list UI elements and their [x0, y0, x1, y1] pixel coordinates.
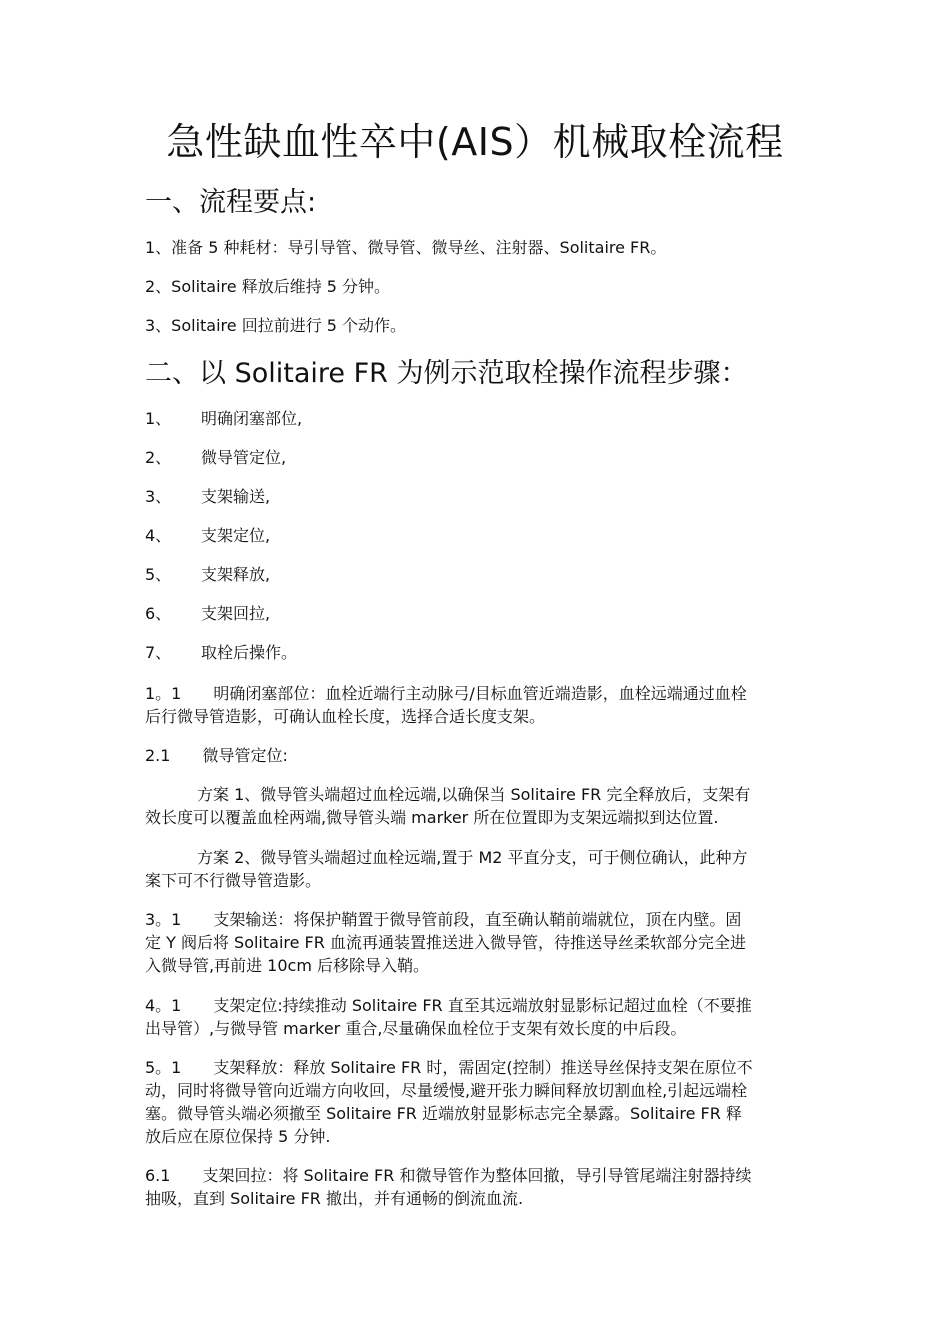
- paragraph-line: 6.1 支架回拉：将 Solitaire FR 和微导管作为整体回撤，导引导管尾端注射器持续: [145, 1166, 752, 1185]
- detail-paragraph-3: [145, 908, 810, 977]
- detail-paragraph-plan-2: [145, 846, 810, 892]
- step-item: [145, 486, 270, 508]
- step-number: 5、: [145, 565, 172, 584]
- key-point-item: 3、Solitaire 回拉前进行 5 个动作。: [145, 316, 407, 335]
- step-number: 4、: [145, 526, 172, 545]
- paragraph-line: 出导管）,与微导管 marker 重合,尽量确保血栓位于支架有效长度的中后段。: [145, 1019, 687, 1038]
- section-heading-key-points: 一、流程要点:: [145, 187, 317, 218]
- detail-paragraph-5: [145, 1056, 810, 1148]
- step-number: 2、: [145, 448, 172, 467]
- step-item: [145, 447, 286, 469]
- step-text: 取栓后操作。: [201, 643, 298, 662]
- key-point-item: 1、准备 5 种耗材：导引导管、微导管、微导丝、注射器、Solitaire FR。: [145, 238, 667, 257]
- paragraph-line: 入微导管,再前进 10cm 后移除导入鞘。: [145, 956, 430, 975]
- detail-paragraph-4: [145, 994, 810, 1040]
- paragraph-line: 5。1 支架释放：释放 Solitaire FR 时，需固定(控制）推送导丝保持支架在原位不: [145, 1058, 753, 1077]
- step-number: 3、: [145, 487, 172, 506]
- paragraph-line: 塞。微导管头端必须撤至 Solitaire FR 近端放射显影标志完全暴露。Solitaire FR 释: [145, 1104, 742, 1123]
- step-item: [145, 603, 270, 625]
- step-text: 支架释放,: [201, 565, 271, 584]
- paragraph-line: 4。1 支架定位:持续推动 Solitaire FR 直至其远端放射显影标记超过血栓（不要推: [145, 996, 752, 1015]
- paragraph-line: 3。1 支架输送：将保护鞘置于微导管前段，直至确认鞘前端就位，顶在内壁。固: [145, 910, 742, 929]
- step-item: [145, 408, 302, 430]
- step-text: 支架输送,: [201, 487, 271, 506]
- paragraph-line: 案下可不行微导管造影。: [145, 871, 322, 890]
- step-number: 1、: [145, 409, 172, 428]
- step-text: 支架回拉,: [201, 604, 271, 623]
- step-item: [145, 564, 270, 586]
- key-point-item: 2、Solitaire 释放后维持 5 分钟。: [145, 277, 391, 296]
- paragraph-line: 抽吸，直到 Solitaire FR 撤出，并有通畅的倒流血流.: [145, 1189, 524, 1208]
- paragraph-line: 1。1 明确闭塞部位：血栓近端行主动脉弓/目标血管近端造影，血栓远端通过血栓: [145, 684, 747, 703]
- paragraph-line: 2.1 微导管定位:: [145, 746, 288, 765]
- detail-paragraph-1: [145, 682, 810, 728]
- paragraph-line: 动，同时将微导管向近端方向收回，尽量缓慢,避开张力瞬间释放切割血栓,引起远端栓: [145, 1081, 748, 1100]
- detail-paragraph-plan-1: [145, 783, 810, 829]
- paragraph-line: 定 Y 阀后将 Solitaire FR 血流再通装置推送进入微导管，待推送导丝柔软部分完全进: [145, 933, 746, 952]
- paragraph-line: 方案 1、微导管头端超过血栓远端,以确保当 Solitaire FR 完全释放后，支架有: [197, 785, 751, 804]
- section-heading-procedure-steps: 二、以 Solitaire FR 为例示范取栓操作流程步骤：: [145, 358, 748, 389]
- step-number: 6、: [145, 604, 172, 623]
- detail-paragraph-2: [145, 744, 810, 767]
- page-title: 急性缺血性卒中(AIS）机械取栓流程: [166, 120, 784, 164]
- paragraph-line: 放后应在原位保持 5 分钟.: [145, 1127, 331, 1146]
- step-text: 微导管定位,: [201, 448, 287, 467]
- paragraph-line: 方案 2、微导管头端超过血栓远端,置于 M2 平直分支，可于侧位确认，此种方: [197, 848, 748, 867]
- paragraph-line: 效长度可以覆盖血栓两端,微导管头端 marker 所在位置即为支架远端拟到达位置.: [145, 808, 719, 827]
- step-item: [145, 525, 270, 547]
- detail-paragraph-6: [145, 1164, 810, 1210]
- step-number: 7、: [145, 643, 172, 662]
- paragraph-line: 后行微导管造影，可确认血栓长度，选择合适长度支架。: [145, 707, 546, 726]
- step-item: [145, 642, 297, 664]
- step-text: 明确闭塞部位,: [201, 409, 303, 428]
- step-text: 支架定位,: [201, 526, 271, 545]
